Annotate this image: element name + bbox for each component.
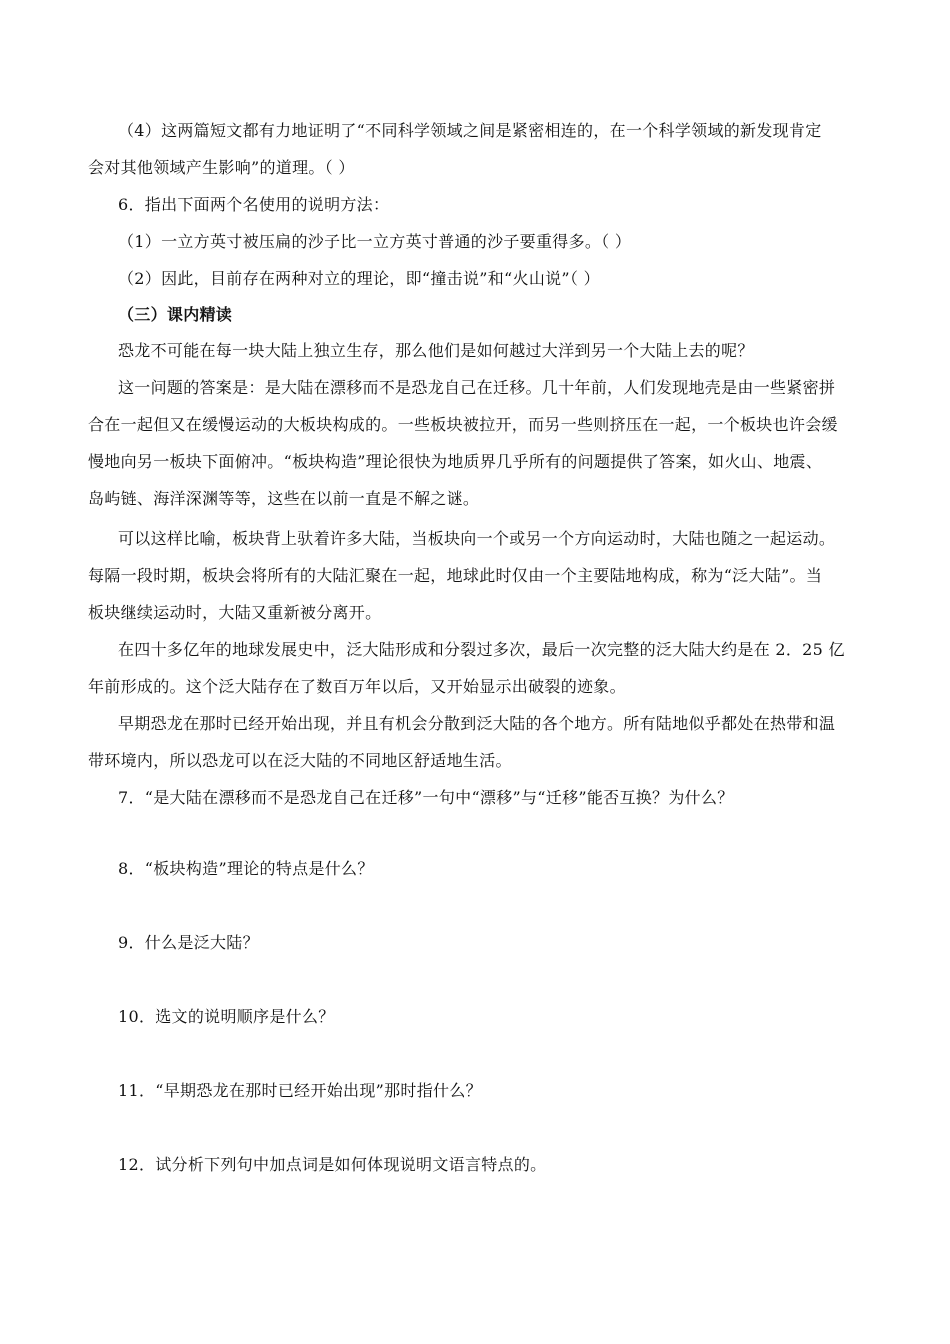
question-9: 9．什么是泛大陆？	[118, 933, 259, 952]
question-5-4-line-1: （4）这两篇短文都有力地证明了“不同科学领域之间是紧密相连的，在一个科学领域的新发现肯定	[118, 121, 822, 140]
passage-paragraph-5-line-1: 早期恐龙在那时已经开始出现，并且有机会分散到泛大陆的各个地方。所有陆地似乎都处在热带和温	[118, 714, 836, 733]
question-6-item-1: （1）一立方英寸被压扁的沙子比一立方英寸普通的沙子要重得多。（ ）	[118, 232, 632, 251]
question-12: 12．试分析下列句中加点词是如何体现说明文语言特点的。	[118, 1155, 547, 1174]
passage-paragraph-1: 恐龙不可能在每一块大陆上独立生存，那么他们是如何越过大洋到另一个大陆上去的呢？	[118, 341, 754, 360]
question-10: 10．选文的说明顺序是什么？	[118, 1007, 335, 1026]
passage-paragraph-5-line-2: 带环境内，所以恐龙可以在泛大陆的不同地区舒适地生活。	[88, 751, 512, 770]
passage-paragraph-3-line-1: 可以这样比喻，板块背上驮着许多大陆，当板块向一个或另一个方向运动时，大陆也随之一起运动。	[118, 529, 836, 548]
passage-paragraph-2-line-3: 慢地向另一板块下面俯冲。“板块构造”理论很快为地质界几乎所有的问题提供了答案，如火山、地震、	[88, 452, 823, 471]
passage-paragraph-2-line-4: 岛屿链、海洋深渊等等，这些在以前一直是不解之谜。	[88, 489, 480, 508]
question-5-4-line-2: 会对其他领域产生影响”的道理。（ ）	[88, 158, 355, 177]
passage-paragraph-4-line-2: 年前形成的。这个泛大陆存在了数百万年以后，又开始显示出破裂的迹象。	[88, 677, 626, 696]
section-heading: （三）课内精读	[118, 305, 233, 324]
question-6-item-2: （2）因此，目前存在两种对立的理论，即“撞击说”和“火山说”（ ）	[118, 269, 600, 288]
passage-paragraph-3-line-3: 板块继续运动时，大陆又重新被分离开。	[88, 603, 382, 622]
question-7: 7．“是大陆在漂移而不是恐龙自己在迁移”一句中“漂移”与“迁移”能否互换？为什么？	[118, 788, 734, 807]
passage-paragraph-2-line-2: 合在一起但又在缓慢运动的大板块构成的。一些板块被拉开，而另一些则挤压在一起，一个板块也许会缓	[88, 415, 838, 434]
question-11: 11．“早期恐龙在那时已经开始出现”那时指什么？	[118, 1081, 482, 1100]
passage-paragraph-4-line-1: 在四十多亿年的地球发展史中，泛大陆形成和分裂过多次，最后一次完整的泛大陆大约是在 2．25 亿	[118, 640, 845, 659]
question-8: 8．“板块构造”理论的特点是什么？	[118, 859, 374, 878]
question-6-prompt: 6．指出下面两个名使用的说明方法：	[118, 195, 390, 214]
passage-paragraph-3-line-2: 每隔一段时期，板块会将所有的大陆汇聚在一起，地球此时仅由一个主要陆地构成，称为“泛大陆”。当	[88, 566, 823, 585]
passage-paragraph-2-line-1: 这一问题的答案是：是大陆在漂移而不是恐龙自己在迁移。几十年前，人们发现地壳是由一些紧密拼	[118, 378, 836, 397]
